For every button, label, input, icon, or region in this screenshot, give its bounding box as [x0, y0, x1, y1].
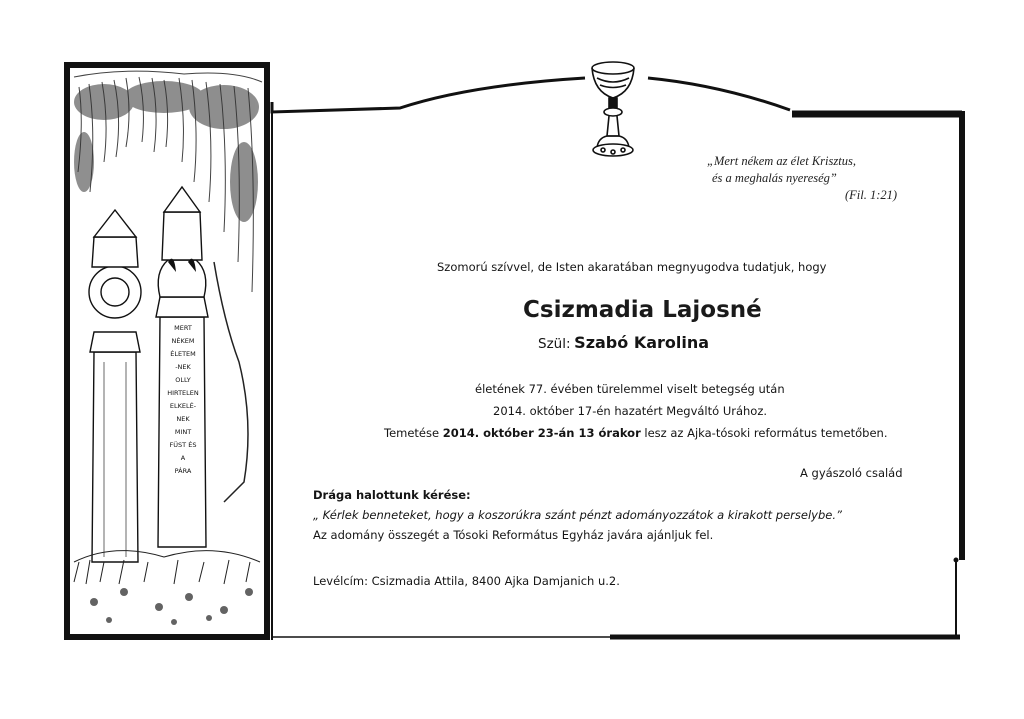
passing-line: 2014. október 17-én hazatért Megváltó Urához. [493, 404, 768, 418]
family-signature: A gyászoló család [800, 466, 903, 480]
deceased-name: Csizmadia Lajosné [523, 297, 762, 323]
inscription-line: A [180, 454, 186, 462]
funeral-line [384, 426, 887, 440]
verse-reference: (Fil. 1:21) [845, 188, 898, 202]
maiden-name-line [538, 333, 709, 352]
inscription-line: NÉKEM [171, 337, 195, 345]
chalice-icon [592, 62, 634, 156]
donation-line: Az adomány összegét a Tósoki Református Egyház javára ajánljuk fel. [313, 528, 714, 542]
funeral-prefix: Temetése [384, 426, 440, 440]
verse-line-2: és a meghalás nyereség” [712, 171, 837, 185]
inscription-line: PÁRA [174, 467, 192, 475]
inscription-line: NEK [176, 415, 190, 423]
verse-line-1: „Mert nékem az élet Krisztus, [707, 154, 856, 168]
mailing-address: Levélcím: Csizmadia Attila, 8400 Ajka Damjanich u.2. [313, 574, 620, 588]
inscription-line: ELKELÉ- [169, 402, 197, 410]
intro-text: Szomorú szívvel, de Isten akaratában megnyugodva tudatjuk, hogy [437, 260, 827, 274]
inscription-line: OLLY [175, 376, 191, 384]
maiden-label: Szül: [538, 336, 571, 352]
inscription-line: ÉLETEM [170, 350, 196, 358]
funeral-date: 2014. október 23-án 13 órakor [442, 426, 641, 440]
inscription-line: MINT [174, 428, 192, 436]
request-quote: „ Kérlek benneteket, hogy a koszorúkra szánt pénzt adományozzátok a kirakott perselybe.” [313, 508, 842, 522]
request-heading: Drága halottunk kérése: [313, 488, 471, 502]
life-line: életének 77. évében türelemmel viselt betegség után [475, 382, 785, 396]
inscription-line: MERT [174, 324, 192, 332]
inscription-line: FÜST ÉS [169, 441, 197, 449]
maiden-name: Szabó Karolina [574, 333, 710, 352]
headposts-illustration [64, 62, 270, 640]
inscription-line: -NEK [175, 363, 191, 371]
funeral-suffix: lesz az Ajka-tósoki református temetőben. [644, 426, 888, 440]
inscription-line: HIRTELEN [167, 389, 199, 397]
